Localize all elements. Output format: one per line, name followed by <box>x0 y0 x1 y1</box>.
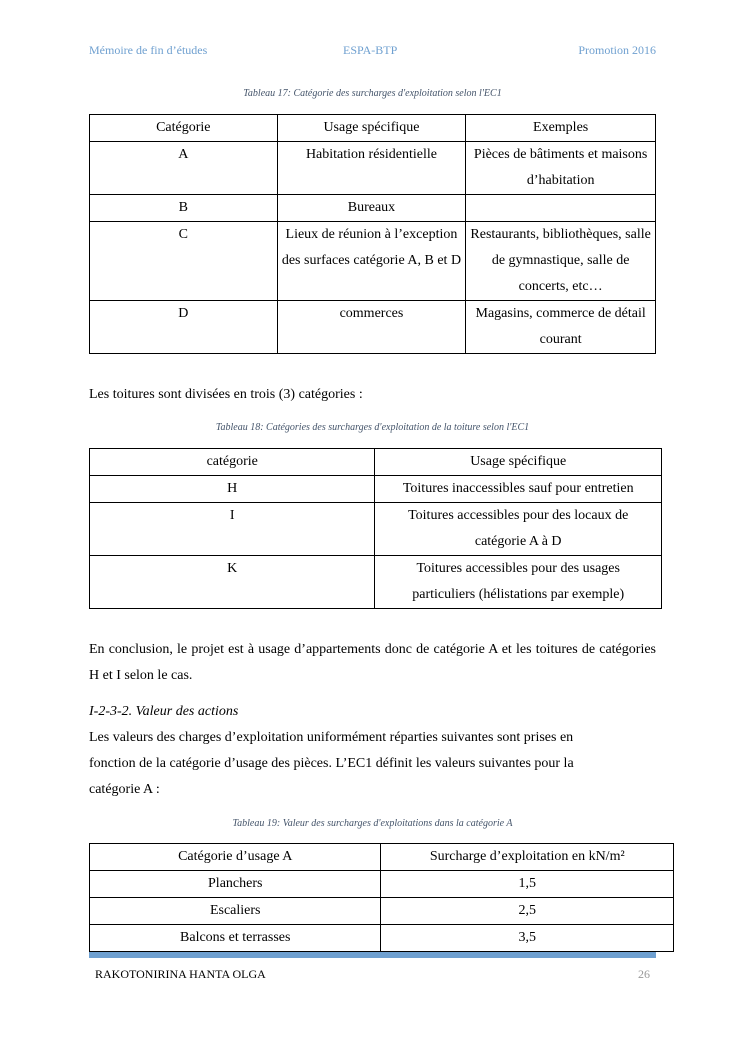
table-header-cell: Exemples <box>466 115 656 142</box>
table-row <box>90 925 674 952</box>
header-right: Promotion 2016 <box>578 43 656 57</box>
paragraph-valeurs: Les valeurs des charges d’exploitation uniformément réparties suivantes sont prises en fonction de la catégorie d’usage des pièces. L’EC1 définit les valeurs suivantes pour la catégorie A : <box>89 730 574 797</box>
header-center: ESPA-BTP <box>343 43 398 57</box>
table-cell: Pièces de bâtiments et maisons d’habitation <box>466 142 656 195</box>
table-cell: 1,5 <box>381 871 674 898</box>
table-cell <box>466 195 656 222</box>
section-heading: I-2-3-2. Valeur des actions <box>89 704 239 719</box>
table-cell: B <box>90 195 278 222</box>
table-cell: D <box>90 301 278 354</box>
table19-caption: Tableau 19: Valeur des surcharges d'exploitations dans la catégorie A <box>232 818 513 829</box>
table-row <box>90 898 674 925</box>
header-left: Mémoire de fin d’études <box>89 43 208 57</box>
table-row <box>90 449 662 476</box>
table-cell: Lieux de réunion à l’exception des surfaces catégorie A, B et D <box>277 222 466 301</box>
table19 <box>89 843 674 952</box>
page-number: 26 <box>638 967 650 981</box>
table-header-cell: Surcharge d’exploitation en kN/m² <box>381 844 674 871</box>
table-cell: Toitures inaccessibles sauf pour entretien <box>375 476 662 503</box>
table-header-cell: Catégorie <box>90 115 278 142</box>
table-row <box>90 476 662 503</box>
table-row <box>90 301 656 354</box>
table-cell: commerces <box>277 301 466 354</box>
paragraph-conclusion: En conclusion, le projet est à usage d’appartements donc de catégorie A et les toitures de catégories H et I selon le cas. <box>89 642 656 683</box>
table18 <box>89 448 662 609</box>
footer-divider <box>89 952 656 958</box>
table-header-cell: catégorie <box>90 449 375 476</box>
table-row <box>90 222 656 301</box>
paragraph-toitures: Les toitures sont divisées en trois (3) catégories : <box>89 387 363 402</box>
table-row <box>90 115 656 142</box>
table-cell: 3,5 <box>381 925 674 952</box>
table-cell: I <box>90 503 375 556</box>
table-row <box>90 142 656 195</box>
footer-author: RAKOTONIRINA HANTA OLGA <box>95 967 266 981</box>
table-cell: K <box>90 556 375 609</box>
table-cell: A <box>90 142 278 195</box>
table-row <box>90 503 662 556</box>
table-cell: 2,5 <box>381 898 674 925</box>
table17-caption: Tableau 17: Catégorie des surcharges d'exploitation selon l'EC1 <box>243 88 502 99</box>
table-cell: Magasins, commerce de détail courant <box>466 301 656 354</box>
table-cell: Escaliers <box>90 898 381 925</box>
table-row <box>90 195 656 222</box>
table17 <box>89 114 656 354</box>
table-header-cell: Usage spécifique <box>375 449 662 476</box>
table-cell: Toitures accessibles pour des usages particuliers (hélistations par exemple) <box>375 556 662 609</box>
table-row <box>90 844 674 871</box>
table-cell: Planchers <box>90 871 381 898</box>
table-cell: Balcons et terrasses <box>90 925 381 952</box>
table-cell: Habitation résidentielle <box>277 142 466 195</box>
table-cell: Restaurants, bibliothèques, salle de gymnastique, salle de concerts, etc… <box>466 222 656 301</box>
table18-caption: Tableau 18: Catégories des surcharges d'exploitation de la toiture selon l'EC1 <box>215 422 530 433</box>
table-cell: H <box>90 476 375 503</box>
table-cell: Toitures accessibles pour des locaux de catégorie A à D <box>375 503 662 556</box>
table-cell: Bureaux <box>277 195 466 222</box>
table-row <box>90 556 662 609</box>
table-cell: C <box>90 222 278 301</box>
table-row <box>90 871 674 898</box>
table-header-cell: Usage spécifique <box>277 115 466 142</box>
table-header-cell: Catégorie d’usage A <box>90 844 381 871</box>
